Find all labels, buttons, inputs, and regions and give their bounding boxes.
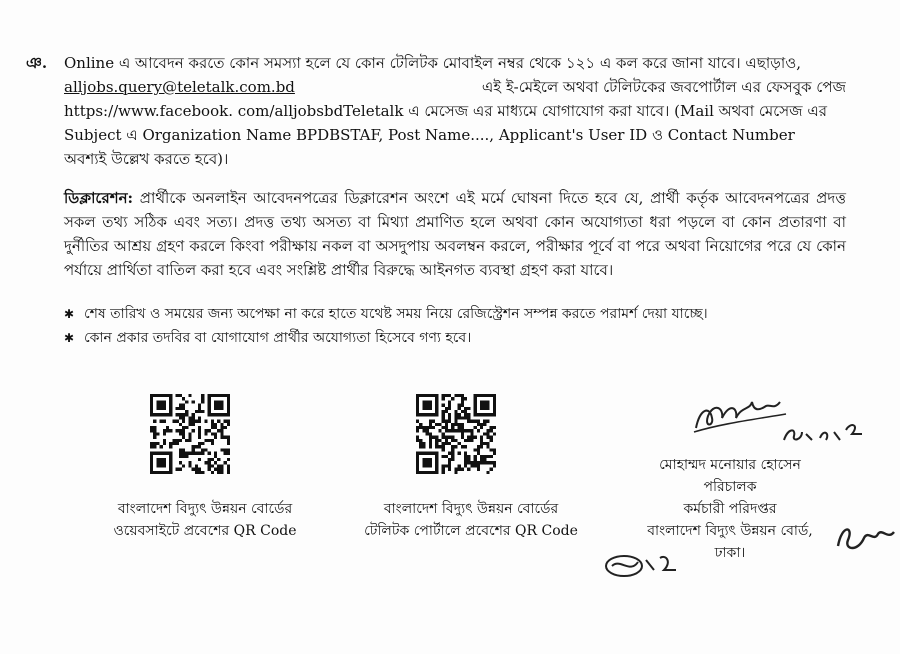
caption-line: টেলিটক পোর্টালে প্রবেশের QR Code bbox=[364, 523, 578, 539]
declaration-paragraph bbox=[64, 186, 846, 282]
handwritten-date bbox=[780, 410, 870, 450]
handwritten-initial-mark bbox=[602, 548, 682, 582]
caption-line: বাংলাদেশ বিদ্যুৎ উন্নয়ন বোর্ডের bbox=[117, 501, 293, 517]
section-marker: ঞ. bbox=[26, 54, 48, 72]
contact-line-2 bbox=[64, 75, 846, 99]
caption-line: ওয়েবসাইটে প্রবেশের QR Code bbox=[113, 523, 297, 539]
contact-line-3: https://www.facebook. com/alljobsbdTeletalk এ মেসেজ এর মাধ্যমে যোগাযোগ করা যাবে। (Mail অথবা মেসেজ এর bbox=[64, 102, 828, 120]
notice-bullets bbox=[64, 302, 846, 350]
teletalk-qr-code-icon[interactable] bbox=[412, 394, 500, 474]
handwritten-signature bbox=[690, 388, 790, 438]
signatory-organization: বাংলাদেশ বিদ্যুৎ উন্নয়ন বোর্ড, ঢাকা। bbox=[647, 523, 813, 561]
support-email-link[interactable]: alljobs.query@teletalk.com.bd bbox=[64, 78, 295, 96]
declaration-label: ডিক্লারেশন: bbox=[64, 189, 134, 207]
contact-line-5: অবশ্যই উল্লেখ করতে হবে)। bbox=[64, 150, 229, 168]
bullet-text: শেষ তারিখ ও সময়ের জন্য অপেক্ষা না করে হাতে যথেষ্ট সময় নিয়ে রেজিস্ট্রেশন সম্পন্ন করতে পরামর্শ দেয়া যাচ্ছে। bbox=[84, 306, 708, 322]
contact-line-2-rest: এই ই-মেইলে অথবা টেলিটকের জবপোর্টাল এর ফেসবুক পেজ bbox=[481, 78, 846, 96]
list-item bbox=[64, 302, 846, 326]
bullet-text: কোন প্রকার তদবির বা যোগাযোগ প্রার্থীর অযোগ্যতা হিসেবে গণ্য হবে। bbox=[84, 330, 472, 346]
star-bullet-icon: ✱ bbox=[64, 331, 75, 345]
caption-line: বাংলাদেশ বিদ্যুৎ উন্নয়ন বোর্ডের bbox=[383, 501, 559, 517]
website-qr-code-icon[interactable] bbox=[146, 394, 234, 474]
signatory-department: কর্মচারী পরিদপ্তর bbox=[683, 501, 777, 517]
declaration-text: প্রার্থীকে অনলাইন আবেদনপত্রের ডিক্লারেশন অংশে এই মর্মে ঘোষনা দিতে হবে যে, প্রার্থী কর্তৃক আবেদনপত্রের প্রদত্ত সকল তথ্য সঠিক এবং সত্য। প্রদত্ত তথ্য অসত্য বা মিথ্যা প্রমাণিত হলে অথবা কোন অযোগ্যতা ধরা পড়লে বা কোন প্রতারণা বা দুর্নীতির আশ্রয় গ্রহণ করলে কিংবা পরীক্ষায় নকল বা অসদুপায় অবলম্বন করলে, পরীক্ষার পূর্বে বা পরে অথবা নিয়োগের পরে যে কোন পর্যায়ে প্রার্থিতা বাতিল করা হবে এবং সংশ্লিষ্ট প্রার্থীর বিরুদ্ধে আইনগত ব্যবস্থা গ্রহণ করা যাবে। bbox=[64, 189, 846, 279]
contact-line-4: Subject এ Organization Name BPDBSTAF, Post Name...., Applicant's User ID ও Contact Number bbox=[64, 126, 795, 144]
contact-line-1: Online এ আবেদন করতে কোন সমস্যা হলে যে কোন টেলিটক মোবাইল নম্বর থেকে ১২১ এ কল করে জানা যাবে। এছাড়াও, bbox=[64, 54, 802, 72]
contact-paragraph bbox=[64, 51, 846, 171]
signatory-title: পরিচালক bbox=[703, 479, 757, 495]
teletalk-qr-caption bbox=[356, 498, 586, 542]
signatory-name: মোহাম্মদ মনোয়ার হোসেন bbox=[659, 457, 801, 473]
list-item bbox=[64, 326, 846, 350]
star-bullet-icon: ✱ bbox=[64, 307, 75, 321]
corner-initials-scribble bbox=[834, 516, 898, 560]
website-qr-caption bbox=[100, 498, 310, 542]
